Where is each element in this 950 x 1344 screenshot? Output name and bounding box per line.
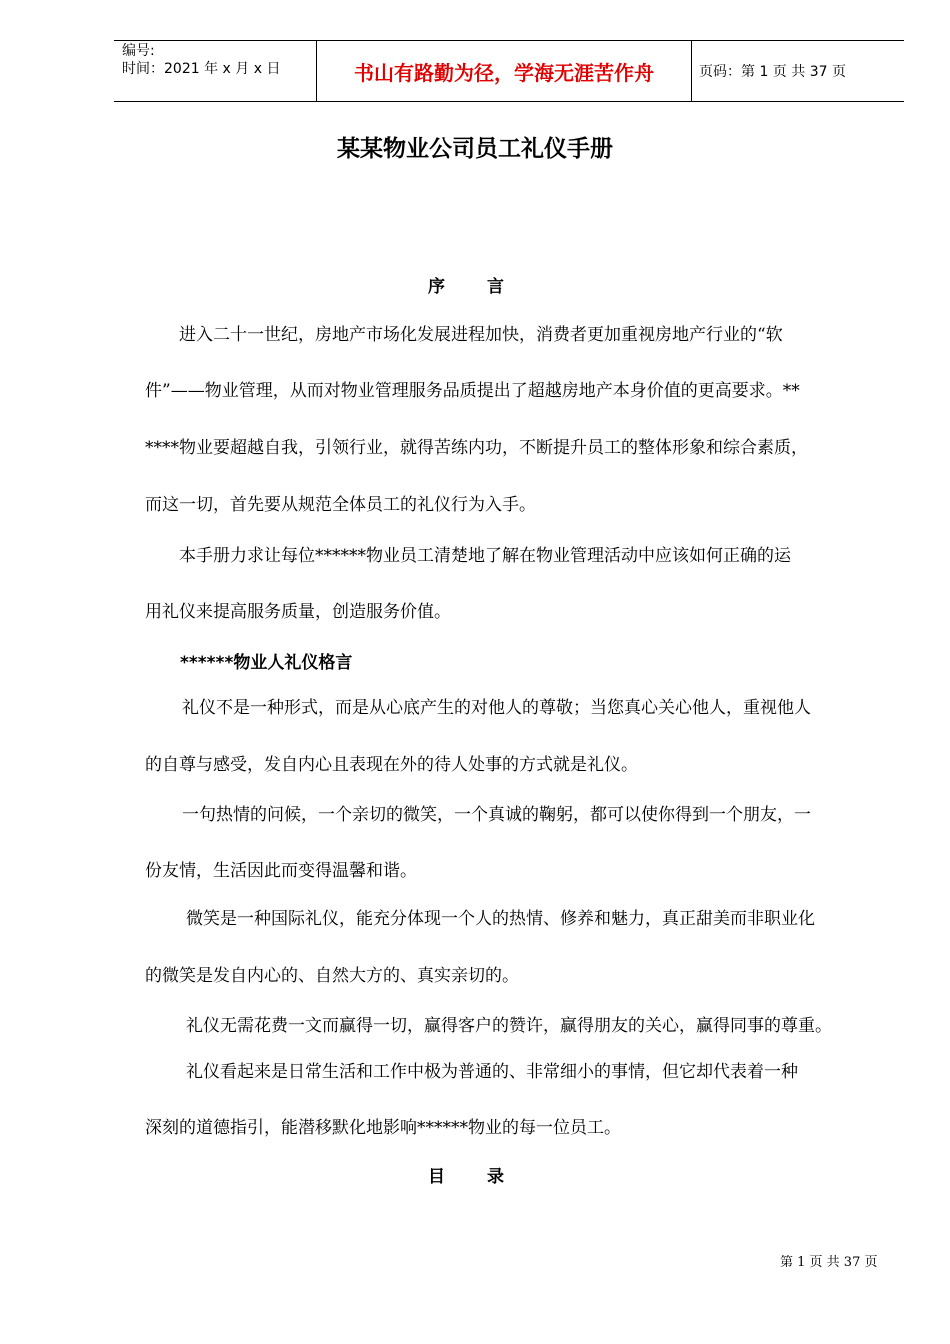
- toc-heading: 目 录: [428, 1167, 522, 1187]
- paragraph-line: 一句热情的问候，一个亲切的微笑，一个真诚的鞠躬，都可以使你得到一个朋友，一: [182, 805, 811, 825]
- header-time: 时间：2021 年 x 月 x 日: [122, 61, 281, 77]
- paragraph-line: 份友情，生活因此而变得温馨和谐。: [145, 861, 417, 881]
- paragraph-line: ****物业要超越自我，引领行业，就得苦练内功，不断提升员工的整体形象和综合素质，: [145, 438, 808, 458]
- paragraph-line: 礼仪不是一种形式，而是从心底产生的对他人的尊敬；当您真心关心他人，重视他人: [182, 698, 811, 718]
- paragraph-line: 用礼仪来提高服务质量，创造服务价值。: [145, 602, 451, 622]
- paragraph-line: 礼仪无需花费一文而赢得一切，赢得客户的赞许，赢得朋友的关心，赢得同事的尊重。: [186, 1016, 832, 1036]
- paragraph-line: 进入二十一世纪，房地产市场化发展进程加快，消费者更加重视房地产行业的“软: [179, 325, 783, 345]
- header-page-info: 页码：第 1 页 共 37 页: [699, 64, 846, 80]
- page-header: [114, 40, 904, 102]
- preface-heading: 序 言: [428, 277, 522, 297]
- header-motto-cell: [316, 41, 692, 101]
- paragraph-line: 微笑是一种国际礼仪，能充分体现一个人的热情、修养和魅力，真正甜美而非职业化: [186, 909, 815, 929]
- maxims-heading: ******物业人礼仪格言: [180, 653, 353, 673]
- document-title: 某某物业公司员工礼仪手册: [337, 136, 613, 162]
- header-meta: [114, 41, 316, 101]
- paragraph-line: 件”——物业管理，从而对物业管理服务品质提出了超越房地产本身价值的更高要求。**: [145, 381, 800, 401]
- header-page-cell: [691, 41, 904, 101]
- paragraph-line: 的自尊与感受，发自内心且表现在外的待人处事的方式就是礼仪。: [145, 755, 638, 775]
- paragraph-line: 而这一切，首先要从规范全体员工的礼仪行为入手。: [145, 495, 536, 515]
- header-motto: 书山有路勤为径，学海无涯苦作舟: [354, 60, 654, 85]
- paragraph-line: 深刻的道德指引，能潜移默化地影响******物业的每一位员工。: [145, 1118, 621, 1138]
- paragraph-line: 本手册力求让每位******物业员工清楚地了解在物业管理活动中应该如何正确的运: [179, 546, 791, 566]
- header-number: 编号:: [122, 43, 155, 59]
- paragraph-line: 礼仪看起来是日常生活和工作中极为普通的、非常细小的事情，但它却代表着一种: [186, 1062, 798, 1082]
- page-footer: 第 1 页 共 37 页: [780, 1255, 878, 1270]
- paragraph-line: 的微笑是发自内心的、自然大方的、真实亲切的。: [145, 966, 519, 986]
